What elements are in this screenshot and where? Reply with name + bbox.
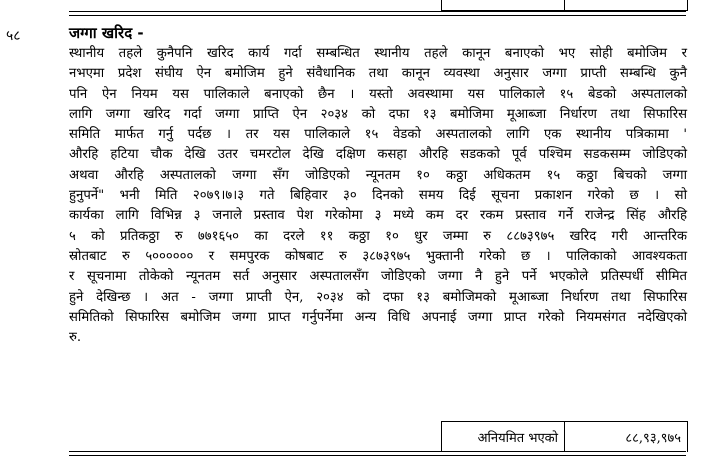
paragraph <box>69 44 687 348</box>
previous-table-separator <box>564 0 565 10</box>
paragraph-line: पनि ऐन नियम यस पालिकाले बनाएको छैन । यस्तो अवस्थामा यस पालिकाले १५ बेडको अस्पतालको <box>69 86 687 102</box>
section-heading: जग्गा खरिद - <box>69 24 144 42</box>
paragraph-line: अथवा औरहि अस्पतालको जग्गा सँग जोडिएको न्यूनतम १० कठ्ठा अधिकतम १५ कठ्ठा बिचको जग्गा <box>69 167 687 183</box>
paragraph-line: स्थानीय तहले कुनैपनि खरिद कार्य गर्दा सम्बन्धित स्थानीय तहले कानून बनाएको भए सोही बमोजिम र <box>69 46 687 61</box>
previous-table-cell <box>441 0 688 11</box>
paragraph-line: नभएमा प्रदेश संघीय ऐन बमोजिम हुने संवैधानिक तथा कानून व्यवस्था अनुसार जग्गा प्राप्ती सम्बन्धि कुनै <box>69 66 687 82</box>
paragraph-line: र सूचनामा तोकेको न्यूनतम सर्त अनुसार अस्पतालसँग जोडिएको जग्गा नै हुने पर्ने भएकोले प्रतिस्पर्धी सीमित <box>69 269 687 285</box>
irregular-amount: ८८,९३,९७५ <box>625 431 681 446</box>
bottom-double-rule <box>69 451 686 456</box>
paragraph-line: ५ को प्रतिकठ्ठा रु ७७१६५० का दरले ११ कठ्ठा १० धुर जम्मा रु ८८७३९७५ खरिद गरी आन्तरिक <box>69 228 687 244</box>
paragraph-line: औरहि हटिया चौक देखि उतर चमरटोल देखि दक्षिण कसहा औरहि सडकको पूर्व पश्चिम सडकसम्म जोडिएको <box>69 147 687 163</box>
paragraph-line: रु. <box>69 330 82 346</box>
paragraph-line: स्रोतबाट रु ५०००००० र समपुरक कोषबाट रु ३८७३९७५ भुक्तानी गरेको छ । पालिकाको आवश्यकता <box>69 248 687 264</box>
paragraph-line: लागि जग्गा खरिद गर्दा जग्गा प्राप्ति ऐन २०३४ को दफा १३ बमोजिमा मूआब्जा निर्धारण तथा सिफारिस <box>69 106 687 122</box>
paragraph-line: हुनुपर्ने" भनी मिति २०७९।७।३ गते बिहिवार ३० दिनको समय दिई सूचना प्रकाशन गरेको छ । सो <box>69 188 687 204</box>
section-number: ५८ <box>6 28 21 44</box>
top-double-rule <box>69 11 686 16</box>
paragraph-line: समिति मार्फत गर्नु पर्दछ । तर यस पालिकाले १५ वेडको अस्पतालको लागि एक स्थानीय पत्रिकामा ' <box>69 127 687 143</box>
paragraph-line: कार्यका लागि विभिन्न ३ जनाले प्रस्ताव पेश गरेकोमा ३ मध्ये कम दर रकम प्रस्ताव गर्ने राजेन्द्र सिंह औरहि <box>69 208 687 224</box>
paragraph-line: समितिको सिफारिस बमोजिम जग्गा प्राप्त गर्नुपर्नेमा अन्य विधि अपनाई जग्गा प्राप्त गरेको नियमसंगत नदेखिएको <box>69 309 687 325</box>
irregular-amount-table <box>441 421 688 452</box>
paragraph-line: हुने देखिन्छ । अत - जग्गा प्राप्ती ऐन, २०३४ को दफा १३ बमोजिमको मूआब्जा निर्धारण तथा सिफारिस <box>69 289 687 305</box>
irregular-label: अनियमित भएको <box>442 422 565 452</box>
